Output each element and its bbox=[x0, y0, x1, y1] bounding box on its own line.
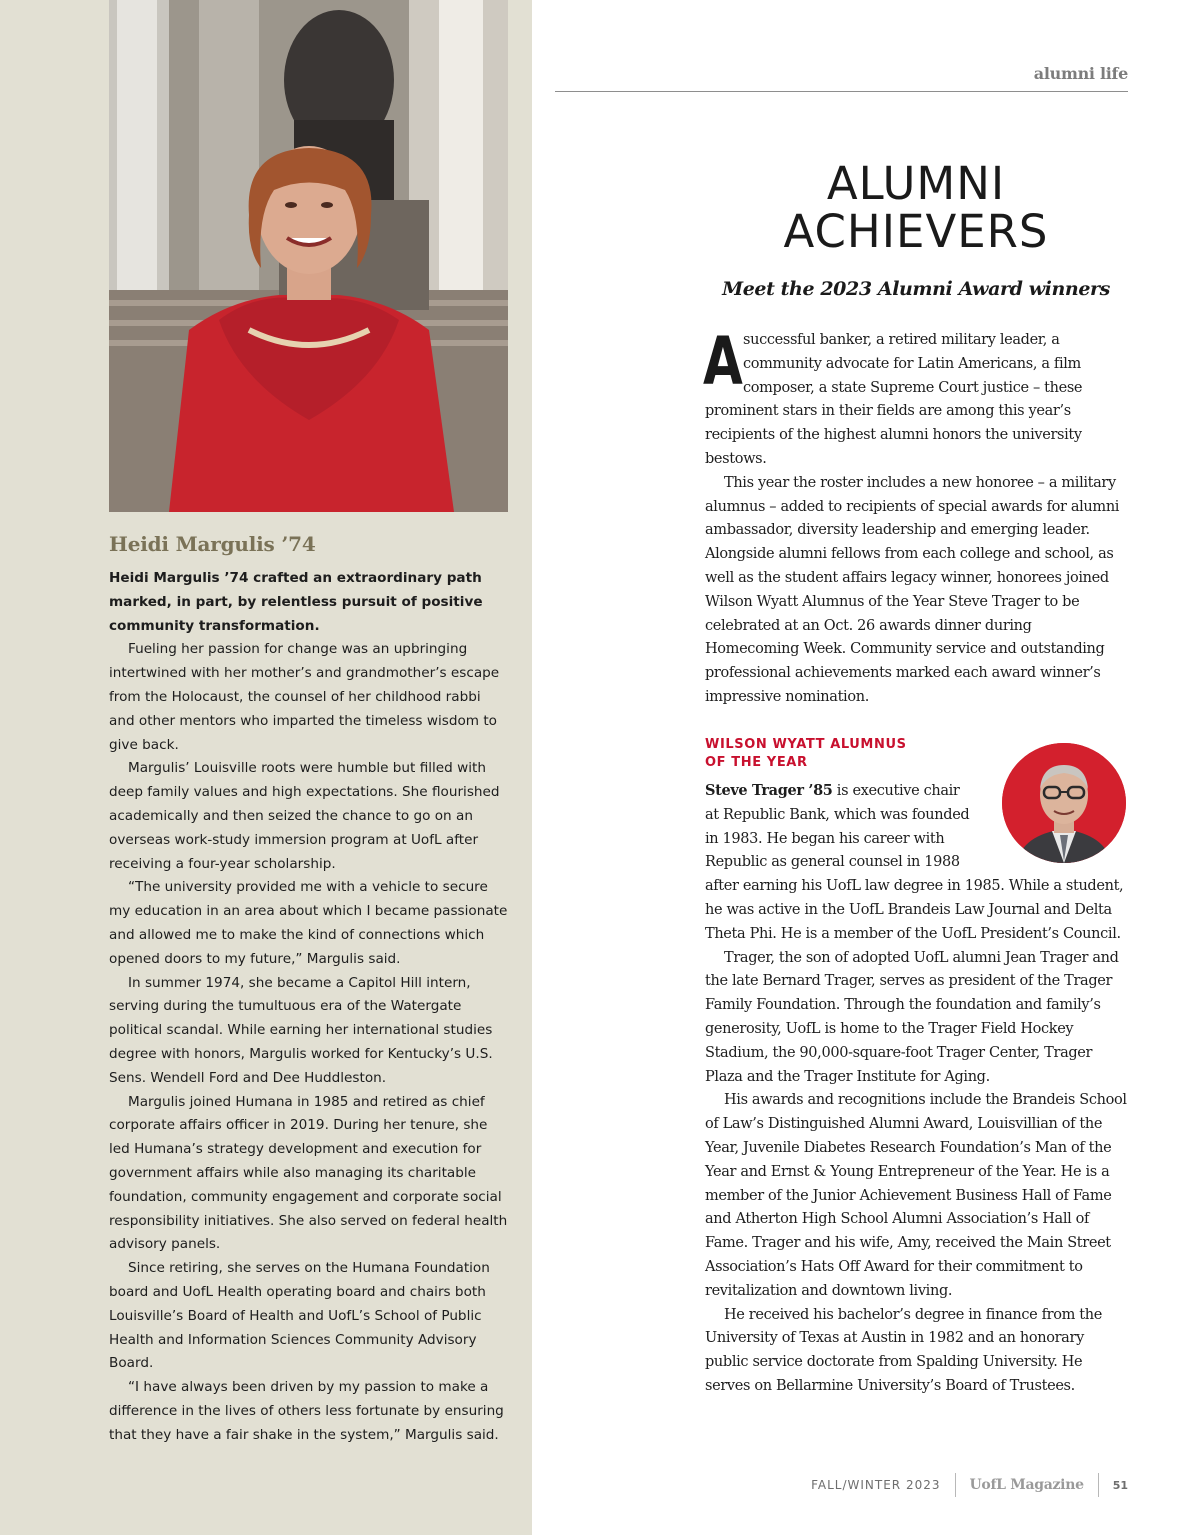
intro-paragraph: This year the roster includes a new honoree – a military alumnus – added to recipients of special awards for alumni ambassador, diversity leadership and emerging leader. Alongside alumni fellows from each college and school, as well as the student affairs legacy winner, honorees joined Wilson Wyatt Alumnus of the Year Steve Trager to be celebrated at an Oct. 26 awards dinner during Homecoming Week. Community service and outstanding professional achievements marked each award winner’s impressive nomination. bbox=[705, 474, 1120, 705]
profile-paragraph: Fueling her passion for change was an upbringing intertwined with her mother’s and grandmother’s escape from the Holocaust, the counsel of her childhood rabbi and other mentors who imparted the timeless wisdom to give back. bbox=[109, 641, 500, 753]
award-heading-line-1: WILSON WYATT ALUMNUS bbox=[705, 737, 907, 752]
award-paragraph: His awards and recognitions include the Brandeis School of Law’s Distinguished Alumni Award, Louisvillian of the Year, Juvenile Diabetes Research Foundation’s Man of the Year and Ernst & Young Entrepreneur of the Year. He is a member of the Junior Achievement Business Hall of Fame and Atherton High School Alumni Association’s Hall of Fame. Trager and his wife, Amy, received the Main Street Association’s Hats Off Award for their commitment to revitalization and downtown living. bbox=[705, 1092, 1127, 1299]
page-subtitle: Meet the 2023 Alumni Award winners bbox=[722, 278, 1110, 300]
intro-paragraph bbox=[703, 323, 1127, 472]
title-line-2: ACHIEVERS bbox=[783, 205, 1049, 258]
header-divider bbox=[555, 91, 1128, 92]
drop-cap: A bbox=[703, 323, 743, 400]
profile-name: Heidi Margulis ’74 bbox=[109, 532, 316, 556]
award-heading bbox=[705, 736, 985, 772]
footer-issue: FALL/WINTER 2023 bbox=[811, 1478, 941, 1492]
profile-paragraph: In summer 1974, she became a Capitol Hill intern, serving during the tumultuous era of the Watergate political scandal. While earning her international studies degree with honors, Margulis worked for Kentucky’s U.S. Sens. Wendell Ford and Dee Huddleston. bbox=[109, 974, 493, 1086]
intro-paragraph-text: successful banker, a retired military leader, a community advocate for Latin Americans, a film composer, a state Supreme Court justice – these prominent stars in their fields are among this year’s recipients of the highest alumni honors the university bestows. bbox=[705, 332, 1083, 467]
profile-paragraph: Margulis joined Humana in 1985 and retired as chief corporate affairs officer in 2019. During her tenure, she led Humana’s strategy development and execution for government affairs while also managing its charitable foundation, community engagement and corporate social responsibility initiatives. She also served on federal health advisory panels. bbox=[109, 1093, 508, 1253]
award-paragraph-text: is executive chair at Republic Bank, which was founded in 1983. He began his career with Republic as general counsel in 1988 after earning his UofL law degree in 1985. While a student, he was active in the UofL Brandeis Law Journal and Delta Theta Phi. He is a member of the UofL President’s Council. bbox=[705, 783, 1124, 942]
page-footer bbox=[811, 1473, 1128, 1497]
profile-paragraph: “The university provided me with a vehicle to secure my education in an area about which I became passionate and allowed me to make the kind of connections which opened doors to my future,” Margulis said. bbox=[109, 879, 508, 967]
award-paragraph: Trager, the son of adopted UofL alumni Jean Trager and the late Bernard Trager, serves as president of the Trager Family Foundation. Through the foundation and family’s generosity, UofL is home to the Trager Field Hockey Stadium, the 90,000-square-foot Trager Center, Trager Plaza and the Trager Institute for Aging. bbox=[705, 949, 1119, 1085]
section-label: alumni life bbox=[1033, 64, 1128, 83]
award-paragraph: He received his bachelor’s degree in finance from the University of Texas at Austin in 1982 and an honorary public service doctorate from Spalding University. He serves on Bellarmine University’s Board of Trustees. bbox=[705, 1306, 1102, 1394]
profile-article-body bbox=[109, 567, 509, 1447]
page-number: 51 bbox=[1112, 1478, 1128, 1492]
award-heading-line-2: OF THE YEAR bbox=[705, 755, 808, 770]
profile-paragraph: “I have always been driven by my passion to make a difference in the lives of others less fortunate by ensuring that they have a fair shake in the system,” Margulis said. bbox=[109, 1379, 504, 1443]
heidi-margulis-photo bbox=[109, 0, 508, 512]
award-article bbox=[705, 779, 1127, 1399]
footer-divider bbox=[1098, 1473, 1099, 1497]
footer-divider bbox=[955, 1473, 956, 1497]
footer-magazine-name: UofL Magazine bbox=[969, 1477, 1084, 1493]
profile-paragraph: Since retiring, she serves on the Humana Foundation board and UofL Health operating board and chairs both Louisville’s Board of Health and UofL’s School of Public Health and Information Sciences Community Advisory Board. bbox=[109, 1260, 490, 1372]
intro-article bbox=[703, 323, 1127, 710]
title-line-1: ALUMNI bbox=[826, 157, 1006, 210]
profile-paragraph: Margulis’ Louisville roots were humble but filled with deep family values and high expectations. She flourished academically and then seized the chance to go on an overseas work-study immersion program at UofL after receiving a four-year scholarship. bbox=[109, 760, 500, 872]
page-title bbox=[705, 157, 1127, 258]
profile-lead-paragraph: Heidi Margulis ’74 crafted an extraordinary path marked, in part, by relentless pursuit of positive community transformation. bbox=[109, 570, 483, 634]
profile-sidebar bbox=[0, 0, 532, 1535]
winner-name: Steve Trager ’85 bbox=[705, 782, 833, 799]
